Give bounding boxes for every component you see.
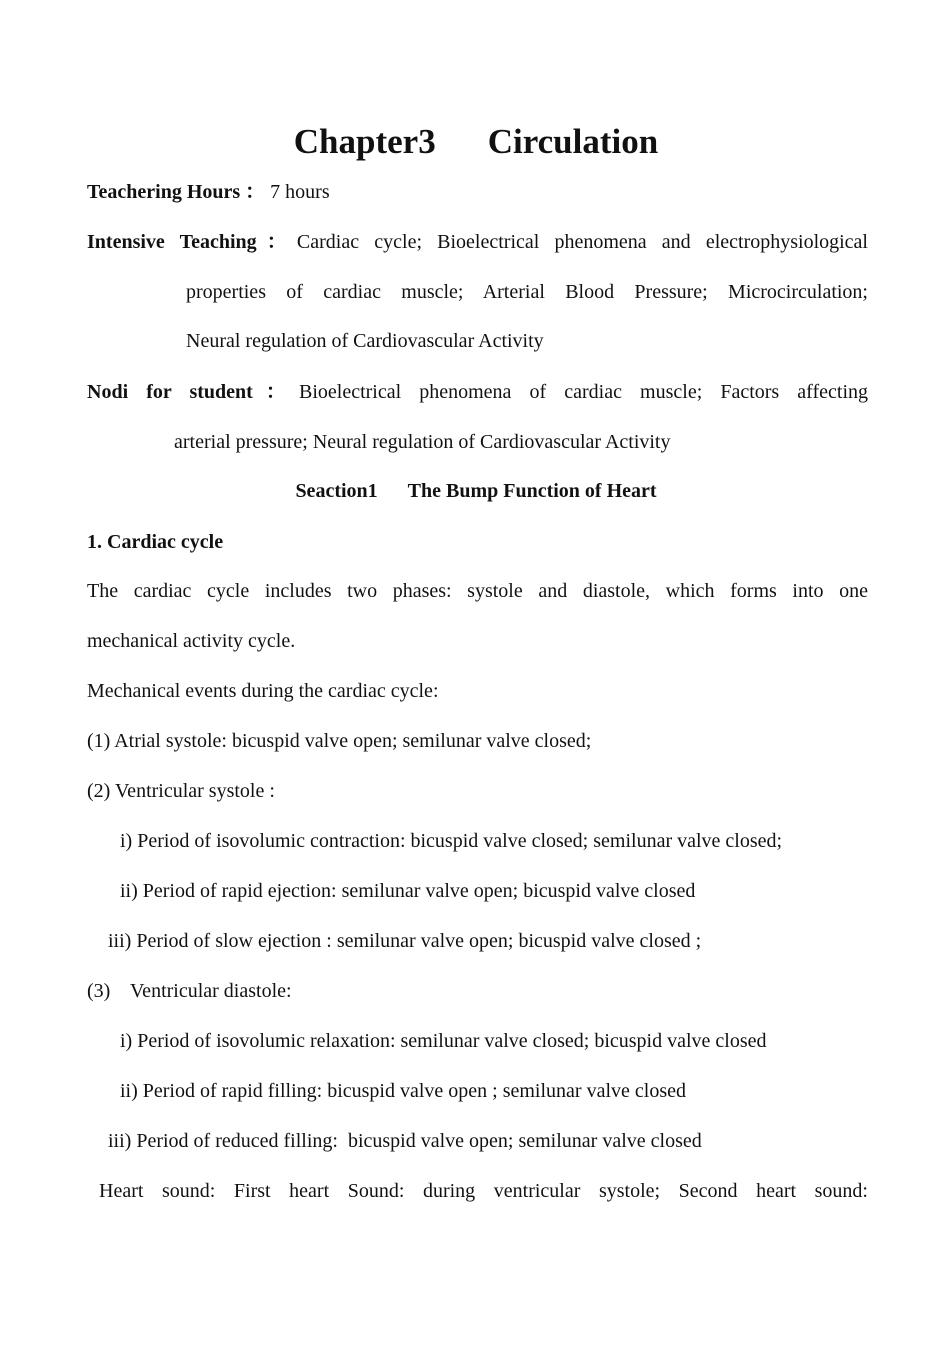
- paragraph-line-2: mechanical activity cycle.: [87, 630, 296, 652]
- chapter-title: [0, 120, 952, 164]
- nodi-line-1: [87, 379, 868, 405]
- ventricular-systole-sub-i: i) Period of isovolumic contraction: bicuspid valve closed; semilunar valve closed;: [120, 830, 783, 852]
- teaching-hours-value: 7 hours: [270, 181, 330, 203]
- ventricular-diastole-sub-i: i) Period of isovolumic relaxation: semilunar valve closed; bicuspid valve closed: [120, 1030, 767, 1052]
- teaching-hours-line: [87, 179, 868, 205]
- intensive-teaching-line-3: Neural regulation of Cardiovascular Activity: [186, 330, 544, 352]
- intensive-teaching-label: Intensive Teaching：: [87, 231, 297, 253]
- ventricular-systole-sub-ii: ii) Period of rapid ejection: semilunar valve open; bicuspid valve closed: [120, 880, 696, 902]
- section-title: The Bump Function of Heart: [407, 480, 657, 502]
- ventricular-diastole-sub-iii: iii) Period of reduced filling: bicuspid valve open; semilunar valve closed: [108, 1130, 702, 1152]
- intensive-teaching-text-1: Cardiac cycle; Bioelectrical phenomena and electrophysiological: [296, 231, 868, 253]
- nodi-line-2: arterial pressure; Neural regulation of Cardiovascular Activity: [174, 431, 671, 453]
- subsection-heading: 1. Cardiac cycle: [87, 531, 224, 553]
- ventricular-systole-sub-iii: iii) Period of slow ejection : semilunar valve open; bicuspid valve closed ;: [108, 930, 702, 952]
- paragraph-line-1: The cardiac cycle includes two phases: systole and diastole, which forms into one: [87, 580, 868, 602]
- teaching-hours-label: Teachering Hours ：: [87, 181, 266, 203]
- nodi-label: Nodi for student：: [87, 381, 299, 403]
- events-heading: Mechanical events during the cardiac cycle:: [87, 680, 439, 702]
- ventricular-systole-item: (2) Ventricular systole :: [87, 780, 275, 802]
- chapter-number: Chapter3: [293, 122, 436, 161]
- intensive-teaching-line-1: [87, 229, 868, 255]
- section-number: Seaction1: [295, 480, 378, 502]
- ventricular-diastole-item: (3) Ventricular diastole:: [87, 980, 292, 1002]
- chapter-name: Circulation: [487, 122, 659, 161]
- intensive-teaching-line-2: properties of cardiac muscle; Arterial Blood Pressure; Microcirculation;: [186, 281, 868, 303]
- atrial-systole-item: (1) Atrial systole: bicuspid valve open; semilunar valve closed;: [87, 730, 592, 752]
- heart-sound-line: Heart sound: First heart Sound: during ventricular systole; Second heart sound:: [99, 1180, 868, 1202]
- section-heading: [0, 478, 952, 504]
- nodi-text-1: Bioelectrical phenomena of cardiac muscle; Factors affecting: [298, 381, 868, 403]
- ventricular-diastole-sub-ii: ii) Period of rapid filling: bicuspid valve open ; semilunar valve closed: [120, 1080, 686, 1102]
